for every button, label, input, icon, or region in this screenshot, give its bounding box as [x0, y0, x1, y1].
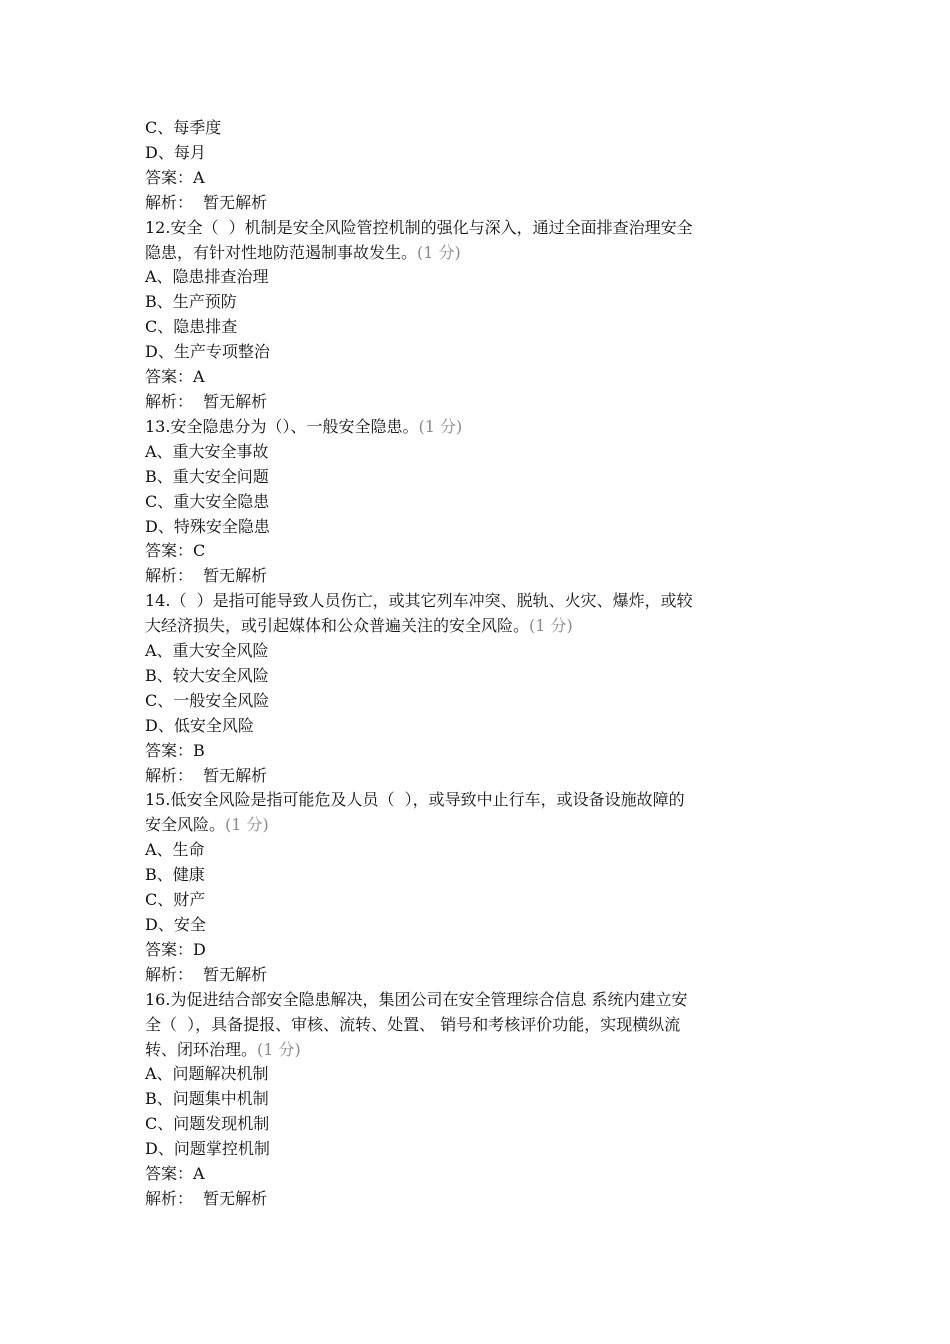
- option-a: A、生命: [145, 840, 205, 860]
- question-text-line: [145, 788, 805, 813]
- option-b: B、生产预防: [145, 292, 237, 312]
- option-c: C、一般安全风险: [145, 690, 270, 710]
- question-text: 12.安全（ ）机制是安全风险管控机制的强化与深入，通过全面排查治理安全: [145, 217, 693, 237]
- answer: 答案：B: [145, 740, 205, 760]
- option-d: D、特殊安全隐患: [145, 516, 270, 536]
- option-c: C、隐患排查: [145, 317, 238, 337]
- option-a: A、重大安全事故: [145, 441, 269, 461]
- answer: 答案：D: [145, 939, 206, 959]
- question-block: [145, 415, 805, 589]
- option-d: D、生产专项整治: [145, 342, 270, 362]
- answer: 答案：C: [145, 541, 206, 561]
- answer: 答案：A: [145, 167, 205, 187]
- option-d: D、问题掌控机制: [145, 1139, 270, 1159]
- score-label: (1 分): [257, 1039, 301, 1059]
- analysis: 解析： 暂无解析: [145, 964, 268, 984]
- question-text: 隐患，有针对性地防范遏制事故发生。: [145, 242, 418, 262]
- option-b: B、问题集中机制: [145, 1089, 269, 1109]
- option-d: D、安全: [145, 915, 206, 934]
- question-text: 15.低安全风险是指可能危及人员（ ），或导致中止行车，或设备设施故障的: [145, 790, 685, 810]
- question-text: 16.为促进结合部安全隐患解决，集团公司在安全管理综合信息 系统内建立安: [145, 989, 688, 1009]
- option-c: C、重大安全隐患: [145, 491, 270, 511]
- question-block: [145, 589, 805, 788]
- option-c: C、每季度: [145, 118, 222, 137]
- option-d: D、低安全风险: [145, 715, 254, 735]
- question-list: [145, 216, 805, 1212]
- question-text: 13.安全隐患分为（）、一般安全隐患。: [145, 416, 419, 436]
- option-c: C、问题发现机制: [145, 1114, 270, 1134]
- option-b: B、较大安全风险: [145, 665, 269, 685]
- question-text-line: [145, 1038, 805, 1063]
- question-text-line: [145, 988, 805, 1013]
- previous-question-tail: [145, 116, 805, 216]
- score-label: (1 分): [225, 815, 269, 835]
- question-text: 安全风险。: [145, 815, 226, 835]
- question-text: 全（ ），具备提报、审核、流转、处置、 销号和考核评价功能，实现横纵流: [145, 1014, 681, 1034]
- score-label: (1 分): [529, 616, 573, 636]
- question-text: 转、闭环治理。: [145, 1039, 258, 1059]
- question-text-line: [145, 216, 805, 241]
- analysis: 解析： 暂无解析: [145, 192, 268, 212]
- option-d: D、每月: [145, 142, 206, 162]
- question-text-line: [145, 415, 805, 440]
- option-b: B、健康: [145, 865, 205, 885]
- question-text-line: [145, 589, 805, 614]
- question-block: [145, 216, 805, 415]
- option-a: A、隐患排查治理: [145, 267, 269, 287]
- option-b: B、重大安全问题: [145, 466, 269, 486]
- analysis: 解析： 暂无解析: [145, 391, 268, 411]
- score-label: (1 分): [417, 242, 461, 262]
- answer: 答案：A: [145, 1164, 205, 1184]
- answer: 答案：A: [145, 367, 205, 387]
- analysis: 解析： 暂无解析: [145, 566, 268, 586]
- question-text: 大经济损失，或引起媒体和公众普遍关注的安全风险。: [145, 616, 530, 636]
- question-block: [145, 988, 805, 1212]
- question-block: [145, 788, 805, 987]
- option-c: C、财产: [145, 890, 206, 910]
- question-text: 14.（ ）是指可能导致人员伤亡，或其它列车冲突、脱轨、火灾、爆炸，或较: [145, 591, 693, 611]
- analysis: 解析： 暂无解析: [145, 1188, 268, 1208]
- analysis: 解析： 暂无解析: [145, 765, 268, 785]
- score-label: (1 分): [418, 416, 463, 436]
- question-text-line: [145, 614, 805, 639]
- question-text-line: [145, 1013, 805, 1038]
- document-body: [145, 116, 805, 1212]
- question-text-line: [145, 813, 805, 838]
- option-a: A、重大安全风险: [145, 641, 269, 661]
- option-a: A、问题解决机制: [145, 1064, 269, 1084]
- question-text-line: [145, 241, 805, 266]
